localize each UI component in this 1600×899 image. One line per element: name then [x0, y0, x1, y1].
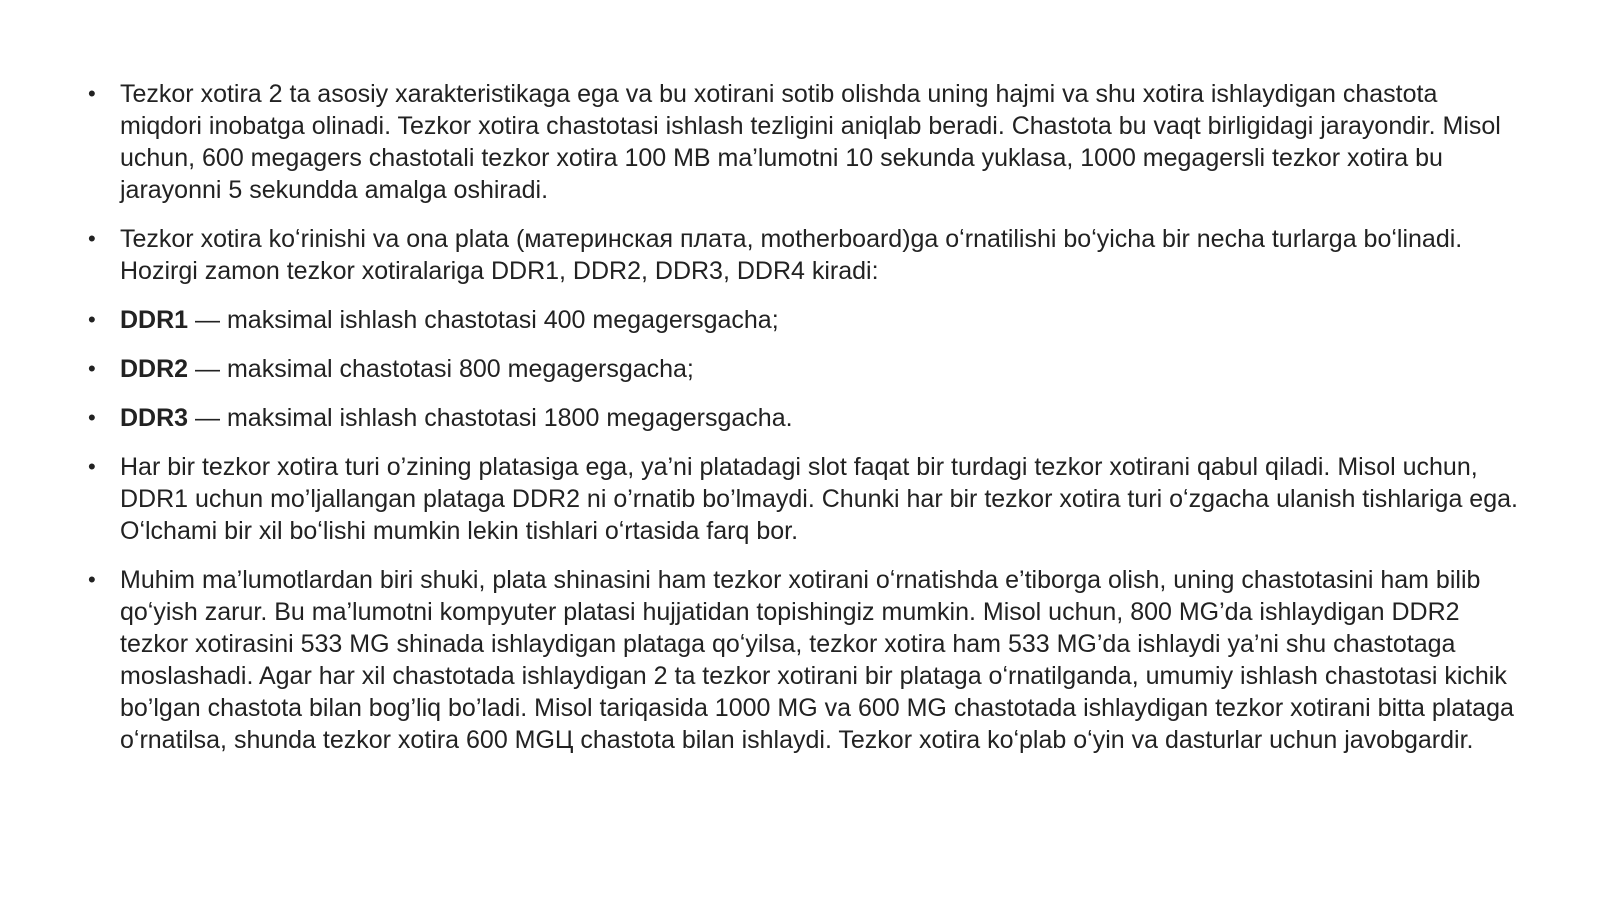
bullet-dot-icon: • [88, 81, 96, 106]
bullet-text: Har bir tezkor xotira turi o’zining platasiga ega, ya’ni platadagi slot faqat bir turdagi tezkor xotirani qabul qiladi. Misol uchun, DDR1 uchun mo’ljallangan plataga DDR2 ni o’rnatib bo’lmaydi. Chunki har bir tezkor xotira turi oʻzgacha ulanish tishlariga ega. Oʻlchami bir xil boʻlishi mumkin lekin tishlari oʻrtasida farq bor. [120, 453, 1518, 545]
bullet-text: — maksimal ishlash chastotasi 1800 megagersgacha. [188, 404, 793, 432]
bullet-item [88, 78, 1518, 206]
bullet-dot-icon: • [88, 454, 96, 479]
bullet-term: DDR2 [120, 355, 189, 383]
bullet-item [88, 564, 1518, 756]
bullet-text: — maksimal chastotasi 800 megagersgacha; [188, 355, 694, 383]
bullet-dot-icon: • [88, 307, 96, 332]
bullet-term: DDR3 [120, 404, 189, 432]
bullet-dot-icon: • [88, 405, 96, 430]
bullet-text: — maksimal ishlash chastotasi 400 megagersgacha; [188, 306, 779, 334]
bullet-term: DDR1 [120, 306, 189, 334]
bullet-text: Tezkor xotira koʻrinishi va ona plata (материнская плата, motherboard)ga oʻrnatilishi boʻyicha bir necha turlarga boʻlinadi. Hozirgi zamon tezkor xotiralariga DDR1, DDR2, DDR3, DDR4 kiradi: [120, 225, 1463, 285]
bullet-text: Muhim ma’lumotlardan biri shuki, plata shinasini ham tezkor xotirani oʻrnatishda e’tiborga olish, uning chastotasini ham bilib qoʻyish zarur. Bu ma’lumotni kompyuter platasi hujjatidan topishingiz mumkin. Misol uchun, 800 MG’da ishlaydigan DDR2 tezkor xotirasini 533 MG shinada ishlaydigan plataga qoʻyilsa, tezkor xotira ham 533 MG’da ishlaydi ya’ni shu chastotaga moslashadi. Agar har xil chastotada ishlaydigan 2 ta tezkor xotirani bir plataga oʻrnatilganda, umumiy ishlash chastotasi kichik bo’lgan chastota bilan bog’liq bo’ladi. Misol tariqasida 1000 MG va 600 MG chastotada ishlaydigan tezkor xotirani bitta plataga oʻrnatilsa, shunda tezkor xotira 600 MGЦ chastota bilan ishlaydi. Tezkor xotira koʻplab oʻyin va dasturlar uchun javobgardir. [120, 566, 1514, 754]
bullet-item-ddr2 [88, 353, 1518, 385]
bullet-dot-icon: • [88, 226, 96, 251]
bullet-list [88, 78, 1518, 773]
bullet-text: Tezkor xotira 2 ta asosiy xarakteristikaga ega va bu xotirani sotib olishda uning hajmi va shu xotira ishlaydigan chastota miqdori inobatga olinadi. Tezkor xotira chastotasi ishlash tezligini aniqlab beradi. Chastota bu vaqt birligidagi jarayondir. Misol uchun, 600 megagers chastotali tezkor xotira 100 MB ma’lumotni 10 sekunda yuklasa, 1000 megagersli tezkor xotira bu jarayonni 5 sekundda amalga oshiradi. [120, 80, 1501, 204]
bullet-item [88, 223, 1518, 287]
bullet-item-ddr1 [88, 304, 1518, 336]
bullet-dot-icon: • [88, 567, 96, 592]
bullet-item-ddr3 [88, 402, 1518, 434]
bullet-dot-icon: • [88, 356, 96, 381]
bullet-item [88, 451, 1518, 547]
